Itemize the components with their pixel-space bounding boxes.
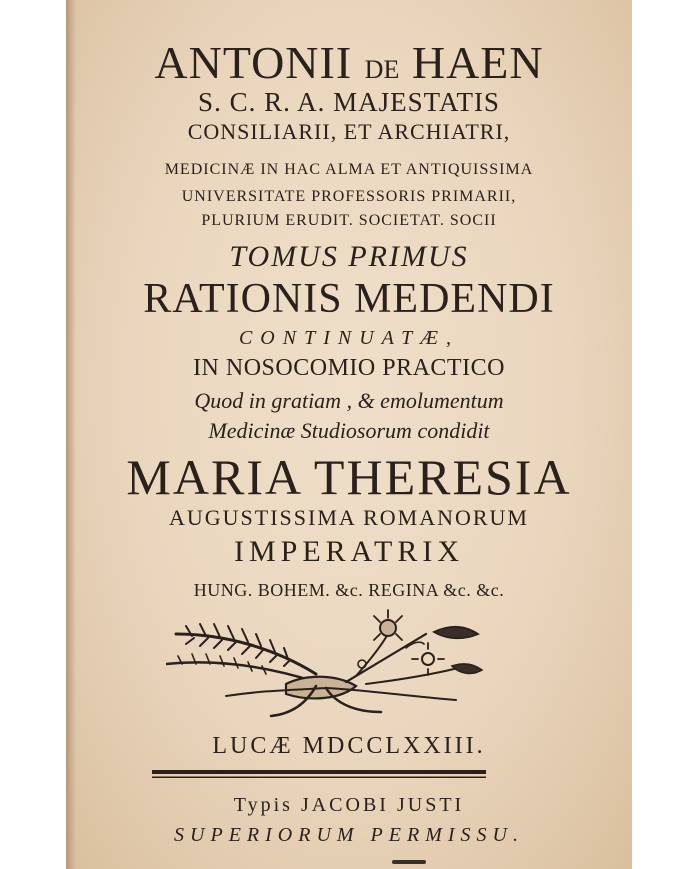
majestatis-line: S. C. R. A. MAJESTATIS [198, 87, 500, 117]
plurium-line: PLURIUM ERUDIT. SOCIETAT. SOCII [201, 212, 497, 229]
author-name: ANTONII [154, 37, 353, 88]
author-line [66, 36, 632, 89]
double-rule-divider [152, 770, 486, 780]
bottom-rule-mark [392, 860, 426, 864]
palm-and-flower-ornament-icon [166, 604, 486, 724]
hung-bohem-line: HUNG. BOHEM. &c. REGINA &c. &c. [193, 580, 505, 600]
quod-line: Quod in gratiam , & emolumentum [194, 388, 504, 413]
permission-line: SUPERIORUM PERMISSU. [174, 824, 524, 846]
imperatrix-line: IMPERATRIX [233, 535, 464, 568]
imprint-place-date: LUCÆ MDCCLXXIII. [212, 733, 486, 759]
printer-line: Typis JACOBI JUSTI [233, 794, 465, 816]
medicinae-studiosorum-line: Medicinæ Studiosorum condidit [208, 418, 490, 443]
medicinae-line: MEDICINÆ IN HAC ALMA ET ANTIQUISSIMA [164, 161, 534, 178]
nosocomio-line: IN NOSOCOMIO PRACTICO [193, 355, 505, 381]
continuatae-line: CONTINUATÆ, [238, 327, 460, 349]
rationis-title: RATIONIS MEDENDI [143, 276, 555, 322]
author-particle: DE [364, 55, 400, 84]
tomus-line: TOMUS PRIMUS [229, 240, 469, 273]
consiliarii-line: CONSILIARII, ET ARCHIATRI, [187, 119, 511, 144]
universitate-line: UNIVERSITATE PROFESSORIS PRIMARII, [181, 188, 517, 205]
author-surname: HAEN [411, 37, 544, 88]
maria-theresia-title: MARIA THERESIA [126, 449, 572, 505]
augustissima-line: AUGUSTISSIMA ROMANORUM [169, 505, 529, 530]
title-page [66, 0, 632, 869]
